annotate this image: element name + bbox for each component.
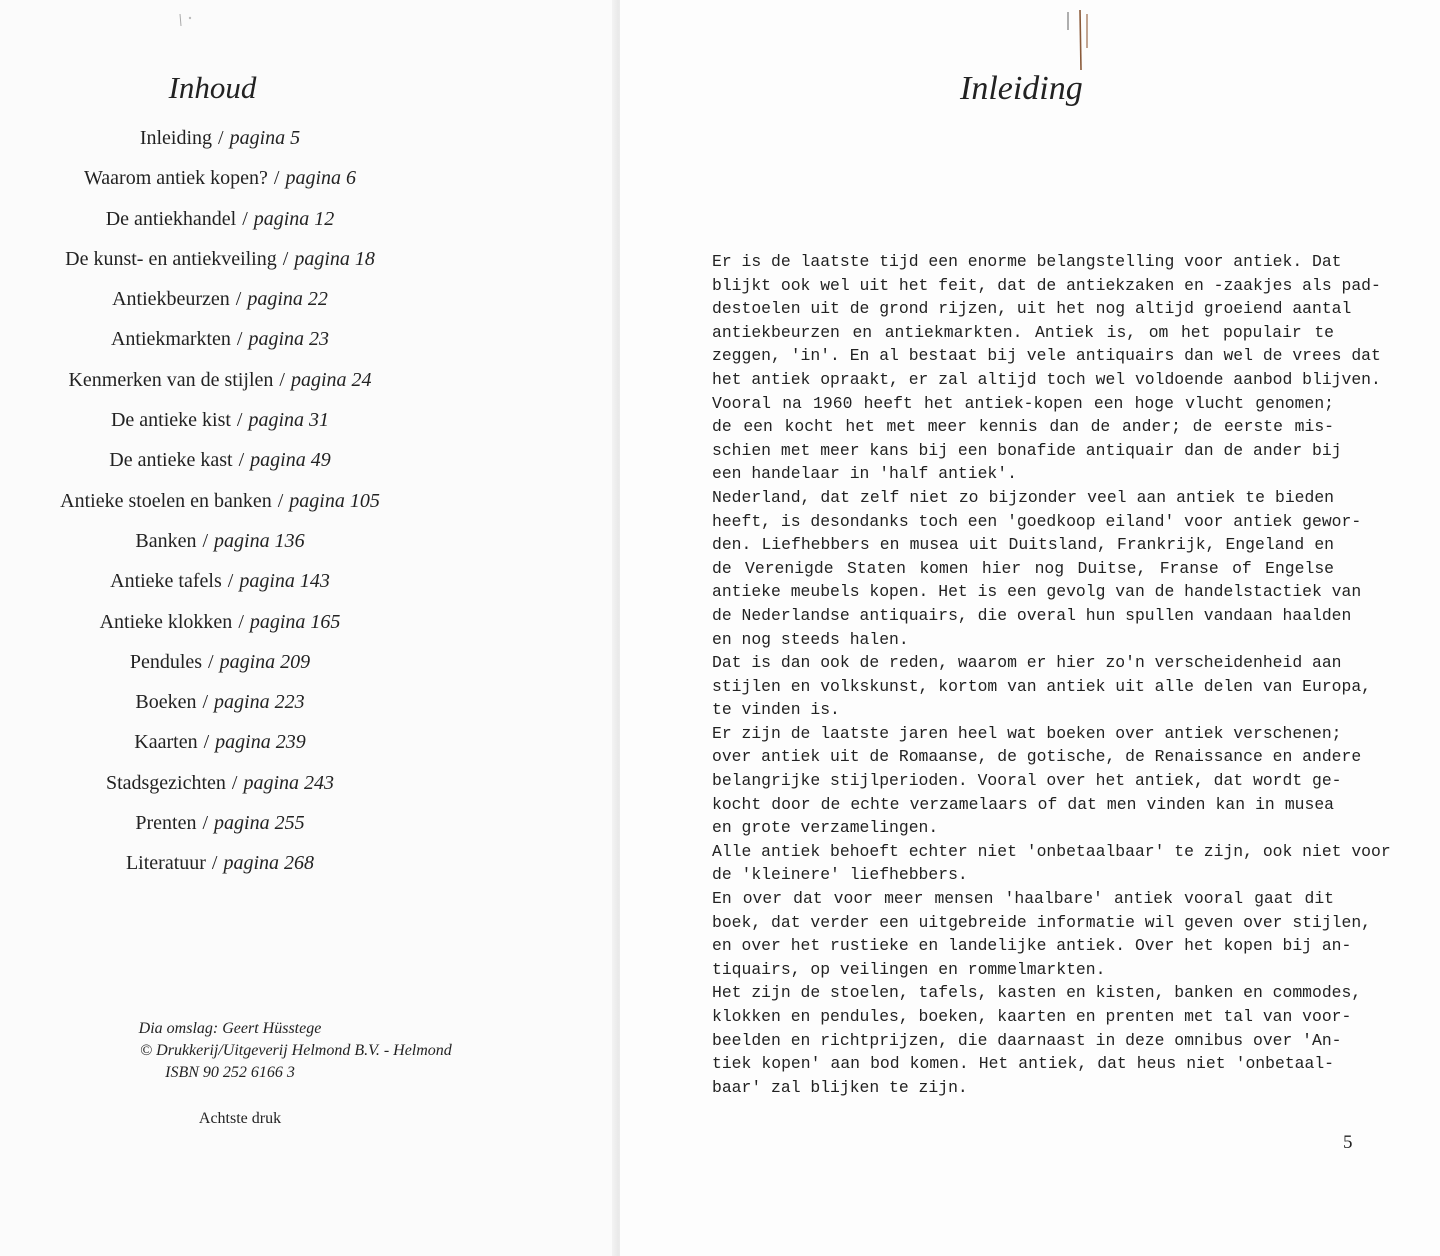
toc-entry-page: pagina 24 xyxy=(290,368,372,391)
toc-entry xyxy=(0,158,440,198)
body-text-line: den. Liefhebbers en musea uit Duitsland, Frankrijk, Engeland en xyxy=(712,535,1334,555)
ink-speck xyxy=(176,12,196,32)
toc-entry-page: pagina 31 xyxy=(248,409,330,432)
toc-separator: / xyxy=(231,771,238,794)
pencil-marks xyxy=(1040,8,1120,78)
toc-separator: / xyxy=(242,207,248,230)
body-text-line: de Verenigde Staten komen hier nog Duitse, Franse of Engelse xyxy=(712,558,1334,578)
toc-entry-label: Antiekbeurzen xyxy=(112,288,230,311)
toc-list xyxy=(0,118,440,884)
body-text-line: Dat is dan ook de reden, waarom er hier zo'n verscheidenheid aan xyxy=(712,653,1342,673)
toc-entry-page: pagina 18 xyxy=(294,247,375,270)
introduction-body xyxy=(712,250,1391,1099)
introduction-title: Inleiding xyxy=(960,70,1083,107)
edition-note: Achtste druk xyxy=(198,1110,282,1127)
toc-entry-label: De antieke kist xyxy=(110,409,231,432)
body-text-line: belangrijke stijlperioden. Vooral over het antiek, dat wordt ge- xyxy=(712,771,1342,791)
toc-entry-page: pagina 268 xyxy=(223,852,315,875)
body-text-line: heeft, is desondanks toch een 'goedkoop eiland' voor antiek gewor- xyxy=(712,511,1362,531)
isbn: ISBN 90 252 6166 3 xyxy=(165,1064,295,1081)
toc-entry-page: pagina 243 xyxy=(243,771,335,794)
toc-separator: / xyxy=(236,409,243,432)
toc-entry-label: Kaarten xyxy=(134,731,198,754)
body-text-line: een handelaar in 'half antiek'. xyxy=(712,464,1017,484)
toc-separator: / xyxy=(203,731,210,754)
toc-entry-label: De kunst- en antiekveiling xyxy=(65,247,277,270)
toc-entry-page: pagina 223 xyxy=(214,691,305,714)
toc-entry xyxy=(0,118,440,158)
body-text-line: tiquairs, op veilingen en rommelmarkten. xyxy=(712,959,1106,979)
body-text-line: destoelen uit de grond rijzen, uit het nog altijd groeiend aantal xyxy=(712,299,1352,319)
body-text-line: Het zijn de stoelen, tafels, kasten en kisten, banken en commodes, xyxy=(712,983,1362,1003)
toc-entry xyxy=(0,602,440,642)
body-text-line: antieke meubels kopen. Het is een gevolg van de handelstactiek van xyxy=(712,582,1362,602)
body-text-line: te vinden is. xyxy=(712,700,840,720)
toc-entry xyxy=(0,803,440,843)
left-page-contents xyxy=(0,0,620,1256)
toc-entry xyxy=(0,319,440,359)
toc-entry xyxy=(0,440,440,480)
body-text-line: en grote verzamelingen. xyxy=(712,818,939,838)
toc-entry-label: Antieke klokken xyxy=(99,610,233,633)
toc-entry-label: Prenten xyxy=(135,812,197,835)
toc-entry-label: Kenmerken van de stijlen xyxy=(68,368,274,391)
body-text-line: over antiek uit de Romaanse, de gotische, de Renaissance en andere xyxy=(712,747,1362,767)
toc-separator: / xyxy=(202,529,209,552)
cover-photo-credit: Dia omslag: Geert Hüsstege xyxy=(138,1020,322,1037)
body-text-line: blijkt ook wel uit het feit, dat de antiekzaken en -zaakjes als pad- xyxy=(712,275,1381,295)
toc-separator: / xyxy=(202,812,209,835)
body-text-line: stijlen en volkskunst, kortom van antiek uit alle delen van Europa, xyxy=(712,676,1372,696)
toc-entry-label: Antieke tafels xyxy=(110,570,222,593)
toc-separator: / xyxy=(218,127,224,149)
toc-entry xyxy=(0,521,440,561)
toc-entry xyxy=(0,561,440,601)
toc-entry-page: pagina 136 xyxy=(214,529,305,552)
toc-entry-label: Boeken xyxy=(135,691,197,714)
toc-separator: / xyxy=(235,288,242,311)
toc-entry xyxy=(0,360,440,400)
toc-title: Inhoud xyxy=(168,70,257,105)
toc-separator: / xyxy=(277,489,284,512)
body-text-line: boek, dat verder een uitgebreide informatie wil geven over stijlen, xyxy=(712,912,1372,932)
toc-entry-label: Antiekmarkten xyxy=(110,328,231,351)
toc-separator: / xyxy=(227,570,234,593)
toc-entry xyxy=(0,481,440,521)
toc-entry-page: pagina 6 xyxy=(285,167,356,190)
toc-entry-label: Waarom antiek kopen? xyxy=(84,167,268,190)
toc-entry-label: Inleiding xyxy=(139,127,213,149)
credits-block xyxy=(80,1018,452,1084)
body-text-line: tiek kopen' aan bod komen. Het antiek, dat heus niet 'onbetaal- xyxy=(712,1054,1334,1074)
toc-entry-page: pagina 143 xyxy=(239,570,330,593)
toc-entry-page: pagina 49 xyxy=(250,449,331,472)
body-text-line: klokken en pendules, boeken, kaarten en prenten met tal van voor- xyxy=(712,1007,1352,1026)
toc-separator: / xyxy=(202,691,209,714)
body-text-line: en nog steeds halen. xyxy=(712,629,909,649)
body-text-line: zeggen, 'in'. En al bestaat bij vele antiquairs dan wel de vrees dat xyxy=(712,346,1381,366)
body-text-line: Vooral na 1960 heeft het antiek-kopen een hoge vlucht genomen; xyxy=(712,393,1334,413)
body-text-line: en over het rustieke en landelijke antiek. Over het kopen bij an- xyxy=(712,936,1352,956)
body-text-line: En over dat voor meer mensen 'haalbare' antiek vooral gaat dit xyxy=(712,889,1334,909)
toc-separator: / xyxy=(236,328,243,351)
body-text-line: antiekbeurzen en antiekmarkten. Antiek is, om het populair te xyxy=(712,322,1334,342)
toc-entry-page: pagina 165 xyxy=(249,610,341,633)
body-text-line: baar' zal blijken te zijn. xyxy=(712,1077,968,1097)
toc-entry-page: pagina 255 xyxy=(214,812,305,835)
body-text-line: Alle antiek behoeft echter niet 'onbetaalbaar' te zijn, ook niet voor xyxy=(712,841,1391,861)
body-text-line: de Nederlandse antiquairs, die overal hun spullen vandaan haalden xyxy=(712,605,1352,625)
toc-separator: / xyxy=(238,610,244,633)
toc-entry-label: Antieke stoelen en banken xyxy=(60,489,272,512)
toc-entry xyxy=(0,239,440,279)
toc-entry xyxy=(0,682,440,722)
body-text-line: schien met meer kans bij een bonafide antiquair dan de ander bij xyxy=(712,440,1342,460)
body-text-line: Er zijn de laatste jaren heel wat boeken over antiek verschenen; xyxy=(712,723,1342,743)
toc-separator: / xyxy=(238,449,245,472)
body-text-line: Nederland, dat zelf niet zo bijzonder veel aan antiek te bieden xyxy=(712,487,1334,507)
toc-entry xyxy=(0,400,440,440)
toc-entry-label: Pendules xyxy=(129,650,203,673)
toc-entry xyxy=(0,199,440,239)
toc-entry-page: pagina 23 xyxy=(248,328,330,351)
toc-entry xyxy=(0,722,440,762)
toc-entry xyxy=(0,642,440,682)
right-page-introduction xyxy=(620,0,1440,1256)
toc-entry-label: Literatuur xyxy=(125,852,206,875)
toc-entry-label: Stadsgezichten xyxy=(105,771,226,794)
toc-separator: / xyxy=(279,368,285,391)
body-text-line: het antiek opraakt, er zal altijd toch wel voldoende aanbod blijven. xyxy=(712,369,1381,389)
toc-entry-page: pagina 105 xyxy=(289,489,380,512)
toc-entry-page: pagina 209 xyxy=(219,650,311,673)
toc-separator: / xyxy=(211,852,218,875)
toc-entry-label: De antieke kast xyxy=(109,449,233,472)
toc-entry-page: pagina 5 xyxy=(229,127,301,149)
toc-entry xyxy=(0,279,440,319)
toc-separator: / xyxy=(273,167,280,190)
toc-entry-label: De antiekhandel xyxy=(105,207,237,230)
body-text-line: de 'kleinere' liefhebbers. xyxy=(712,865,968,885)
toc-separator: / xyxy=(282,247,289,270)
body-text-line: beelden en richtprijzen, die daarnaast in deze omnibus over 'An- xyxy=(712,1030,1342,1050)
toc-entry-page: pagina 22 xyxy=(247,288,328,311)
toc-entry xyxy=(0,763,440,803)
toc-entry-page: pagina 239 xyxy=(215,731,306,754)
publisher-credit: © Drukkerij/Uitgeverij Helmond B.V. - Helmond xyxy=(140,1042,452,1059)
toc-entry-page: pagina 12 xyxy=(253,207,335,230)
body-text-line: kocht door de echte verzamelaars of dat men vinden kan in musea xyxy=(712,794,1334,814)
body-text-line: Er is de laatste tijd een enorme belangstelling voor antiek. Dat xyxy=(712,252,1342,271)
toc-entry-label: Banken xyxy=(135,529,197,552)
toc-entry xyxy=(0,843,440,883)
toc-separator: / xyxy=(208,650,214,673)
body-text-line: de een kocht het met meer kennis dan de ander; de eerste mis- xyxy=(712,417,1334,437)
page-number: 5 xyxy=(1343,1132,1353,1153)
